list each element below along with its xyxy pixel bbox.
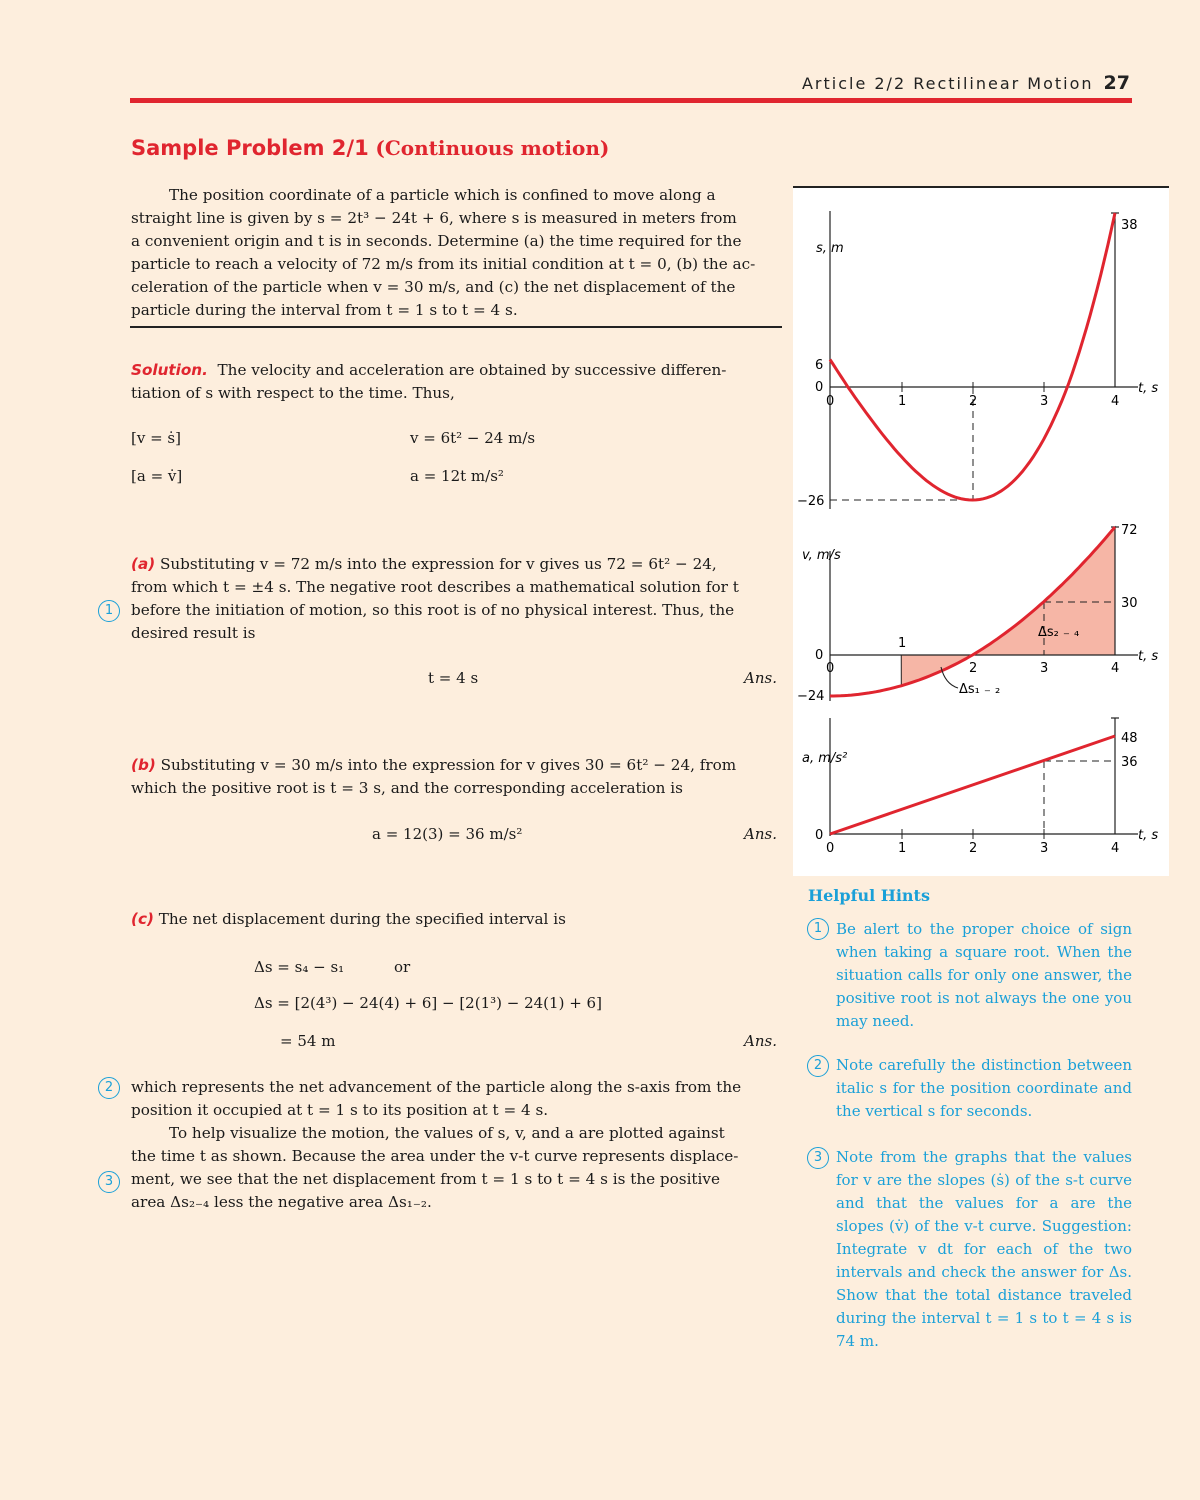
hint-2: Note carefully the distinction between italic s for the position coordinate and the vertical s for seconds. bbox=[836, 1056, 1132, 1120]
y-tick-label: 38 bbox=[1121, 218, 1138, 233]
y-tick-label: 0 bbox=[815, 380, 824, 395]
y-tick-label: 48 bbox=[1121, 731, 1138, 746]
hint-marker-2[interactable]: 2 bbox=[98, 1077, 120, 1099]
x-tick-label: 0 bbox=[826, 661, 835, 676]
hint-marker-3[interactable]: 3 bbox=[98, 1171, 120, 1193]
title-sub: (Continuous motion) bbox=[375, 136, 610, 160]
eq2-left: [a = v̇] bbox=[131, 467, 183, 485]
problem-statement bbox=[131, 184, 781, 322]
t-axis-label: t, s bbox=[1138, 649, 1159, 664]
problem-line: straight line is given by s = 2t³ − 24t + 6, where s is measured in meters from bbox=[131, 209, 737, 227]
solution-intro-line: tiation of s with respect to the time. Thus, bbox=[131, 384, 455, 402]
solution-label: Solution. bbox=[131, 361, 208, 379]
part-b-result: a = 12(3) = 36 m/s² bbox=[372, 825, 523, 843]
part-b-label: (b) bbox=[131, 756, 156, 774]
hint-number-1: 1 bbox=[807, 918, 829, 940]
y-tick-label: 6 bbox=[815, 358, 824, 373]
y-tick-label: −26 bbox=[797, 494, 825, 509]
conclusion-line: area Δs₂₋₄ less the negative area Δs₁₋₂. bbox=[131, 1193, 432, 1211]
v-t-graph bbox=[797, 523, 1158, 704]
x-tick-label: 2 bbox=[969, 841, 978, 856]
conclusion-line: To help visualize the motion, the values of s, v, and a are plotted against bbox=[169, 1124, 725, 1142]
solution-intro-line: The velocity and acceleration are obtained by successive differen- bbox=[217, 361, 727, 379]
article-title: Article 2/2 Rectilinear Motion bbox=[801, 74, 1094, 93]
part-a-line: Substituting v = 72 m/s into the expression for v gives us 72 = 6t² − 24, bbox=[159, 555, 717, 573]
hint-number-2: 2 bbox=[807, 1055, 829, 1077]
s-axis-label: s, m bbox=[816, 241, 844, 256]
problem-line: a convenient origin and t is in seconds. Determine (a) the time required for the bbox=[131, 232, 742, 250]
delta-s-2-4-label: Δs₂ ₋ ₄ bbox=[1038, 625, 1080, 640]
conclusion-line: position it occupied at t = 1 s to its position at t = 4 s. bbox=[131, 1101, 549, 1119]
part-c-eq1: Δs = s₄ − s₁ bbox=[254, 958, 345, 976]
solution-intro bbox=[131, 359, 781, 405]
x-marker-label: 1 bbox=[898, 636, 907, 651]
part-b-line: Substituting v = 30 m/s into the expression for v gives 30 = 6t² − 24, from bbox=[160, 756, 737, 774]
hints-title: Helpful Hints bbox=[808, 886, 930, 905]
problem-title bbox=[131, 136, 609, 160]
part-c-eq3: = 54 m bbox=[280, 1032, 336, 1050]
s-t-graph bbox=[797, 211, 1158, 509]
hint-1: Be alert to the proper choice of sign when taking a square root. When the situation calls for only one answer, the positive root is not always the one you may need. bbox=[836, 920, 1132, 1030]
part-c-line: The net displacement during the specified interval is bbox=[158, 910, 566, 928]
v-axis-label: v, m/s bbox=[802, 548, 841, 563]
part-c-eq2: Δs = [2(4³) − 24(4) + 6] − [2(1³) − 24(1) + 6] bbox=[254, 994, 602, 1012]
running-header bbox=[802, 72, 1130, 94]
part-a-line: before the initiation of motion, so this root is of no physical interest. Thus, the bbox=[131, 601, 735, 619]
y-tick-label: 0 bbox=[815, 648, 824, 663]
part-c bbox=[131, 908, 781, 931]
x-tick-label: 4 bbox=[1111, 394, 1120, 409]
delta-s-1-2-label: Δs₁ ₋ ₂ bbox=[959, 682, 1001, 697]
part-a-result: t = 4 s bbox=[428, 669, 479, 687]
motion-graphs bbox=[793, 186, 1169, 876]
y-tick-label: 30 bbox=[1121, 596, 1138, 611]
x-tick-label: 2 bbox=[969, 394, 978, 409]
x-tick-label: 0 bbox=[826, 394, 835, 409]
a-axis-label: a, m/s² bbox=[802, 751, 848, 766]
conclusion-line: which represents the net advancement of the particle along the s-axis from the bbox=[131, 1078, 742, 1096]
problem-line: particle to reach a velocity of 72 m/s from its initial condition at t = 0, (b) the ac- bbox=[131, 255, 756, 273]
part-a-line: from which t = ±4 s. The negative root describes a mathematical solution for t bbox=[131, 578, 739, 596]
problem-line: The position coordinate of a particle which is confined to move along a bbox=[169, 186, 716, 204]
eq1-left: [v = ṡ] bbox=[131, 429, 181, 447]
part-a bbox=[131, 553, 781, 645]
problem-line: particle during the interval from t = 1 s to t = 4 s. bbox=[131, 301, 518, 319]
s-curve bbox=[830, 213, 1115, 500]
y-tick-label: −24 bbox=[797, 689, 825, 704]
hint-number-3: 3 bbox=[807, 1147, 829, 1169]
part-b-line: which the positive root is t = 3 s, and the corresponding acceleration is bbox=[131, 779, 683, 797]
hint-3: Note from the graphs that the values for v are the slopes (ṡ) of the s-t curve and that the values for a are the slopes (v̇) of the v-t curve. Suggestion: Integrate v dt for each of the two intervals and check the answer for Δs. Show that the total distance traveled during the interval t = 1 s to t = 4 s is 74 m. bbox=[836, 1148, 1132, 1350]
x-tick-label: 1 bbox=[898, 841, 907, 856]
part-a-label: (a) bbox=[131, 555, 156, 573]
y-tick-label: 72 bbox=[1121, 523, 1138, 538]
part-c-or: or bbox=[394, 958, 411, 976]
answer-label: Ans. bbox=[744, 1032, 777, 1050]
a-t-graph bbox=[802, 718, 1158, 856]
title-main: Sample Problem 2/1 bbox=[131, 136, 369, 160]
x-tick-label: 3 bbox=[1040, 394, 1049, 409]
page-number: 27 bbox=[1103, 72, 1130, 94]
problem-line: celeration of the particle when v = 30 m/s, and (c) the net displacement of the bbox=[131, 278, 736, 296]
y-tick-label: 36 bbox=[1121, 755, 1138, 770]
answer-label: Ans. bbox=[744, 669, 777, 687]
conclusion bbox=[131, 1076, 781, 1214]
problem-divider bbox=[130, 326, 782, 328]
part-b bbox=[131, 754, 781, 800]
x-tick-label: 0 bbox=[826, 841, 835, 856]
answer-label: Ans. bbox=[744, 825, 777, 843]
t-axis-label: t, s bbox=[1138, 381, 1159, 396]
eq1-right: v = 6t² − 24 m/s bbox=[410, 429, 536, 447]
conclusion-line: the time t as shown. Because the area under the v-t curve represents displace- bbox=[131, 1147, 739, 1165]
y-tick-label: 0 bbox=[815, 828, 824, 843]
x-tick-label: 2 bbox=[969, 661, 978, 676]
hint-marker-1[interactable]: 1 bbox=[98, 600, 120, 622]
a-line bbox=[830, 736, 1115, 834]
x-tick-label: 1 bbox=[898, 394, 907, 409]
x-tick-label: 4 bbox=[1111, 841, 1120, 856]
t-axis-label: t, s bbox=[1138, 828, 1159, 843]
x-tick-label: 4 bbox=[1111, 661, 1120, 676]
eq2-right: a = 12t m/s² bbox=[410, 467, 504, 485]
x-tick-label: 3 bbox=[1040, 661, 1049, 676]
part-a-line: desired result is bbox=[131, 624, 256, 642]
header-rule bbox=[130, 98, 1132, 103]
part-c-label: (c) bbox=[131, 910, 154, 928]
x-tick-label: 3 bbox=[1040, 841, 1049, 856]
conclusion-line: ment, we see that the net displacement from t = 1 s to t = 4 s is the positive bbox=[131, 1170, 720, 1188]
